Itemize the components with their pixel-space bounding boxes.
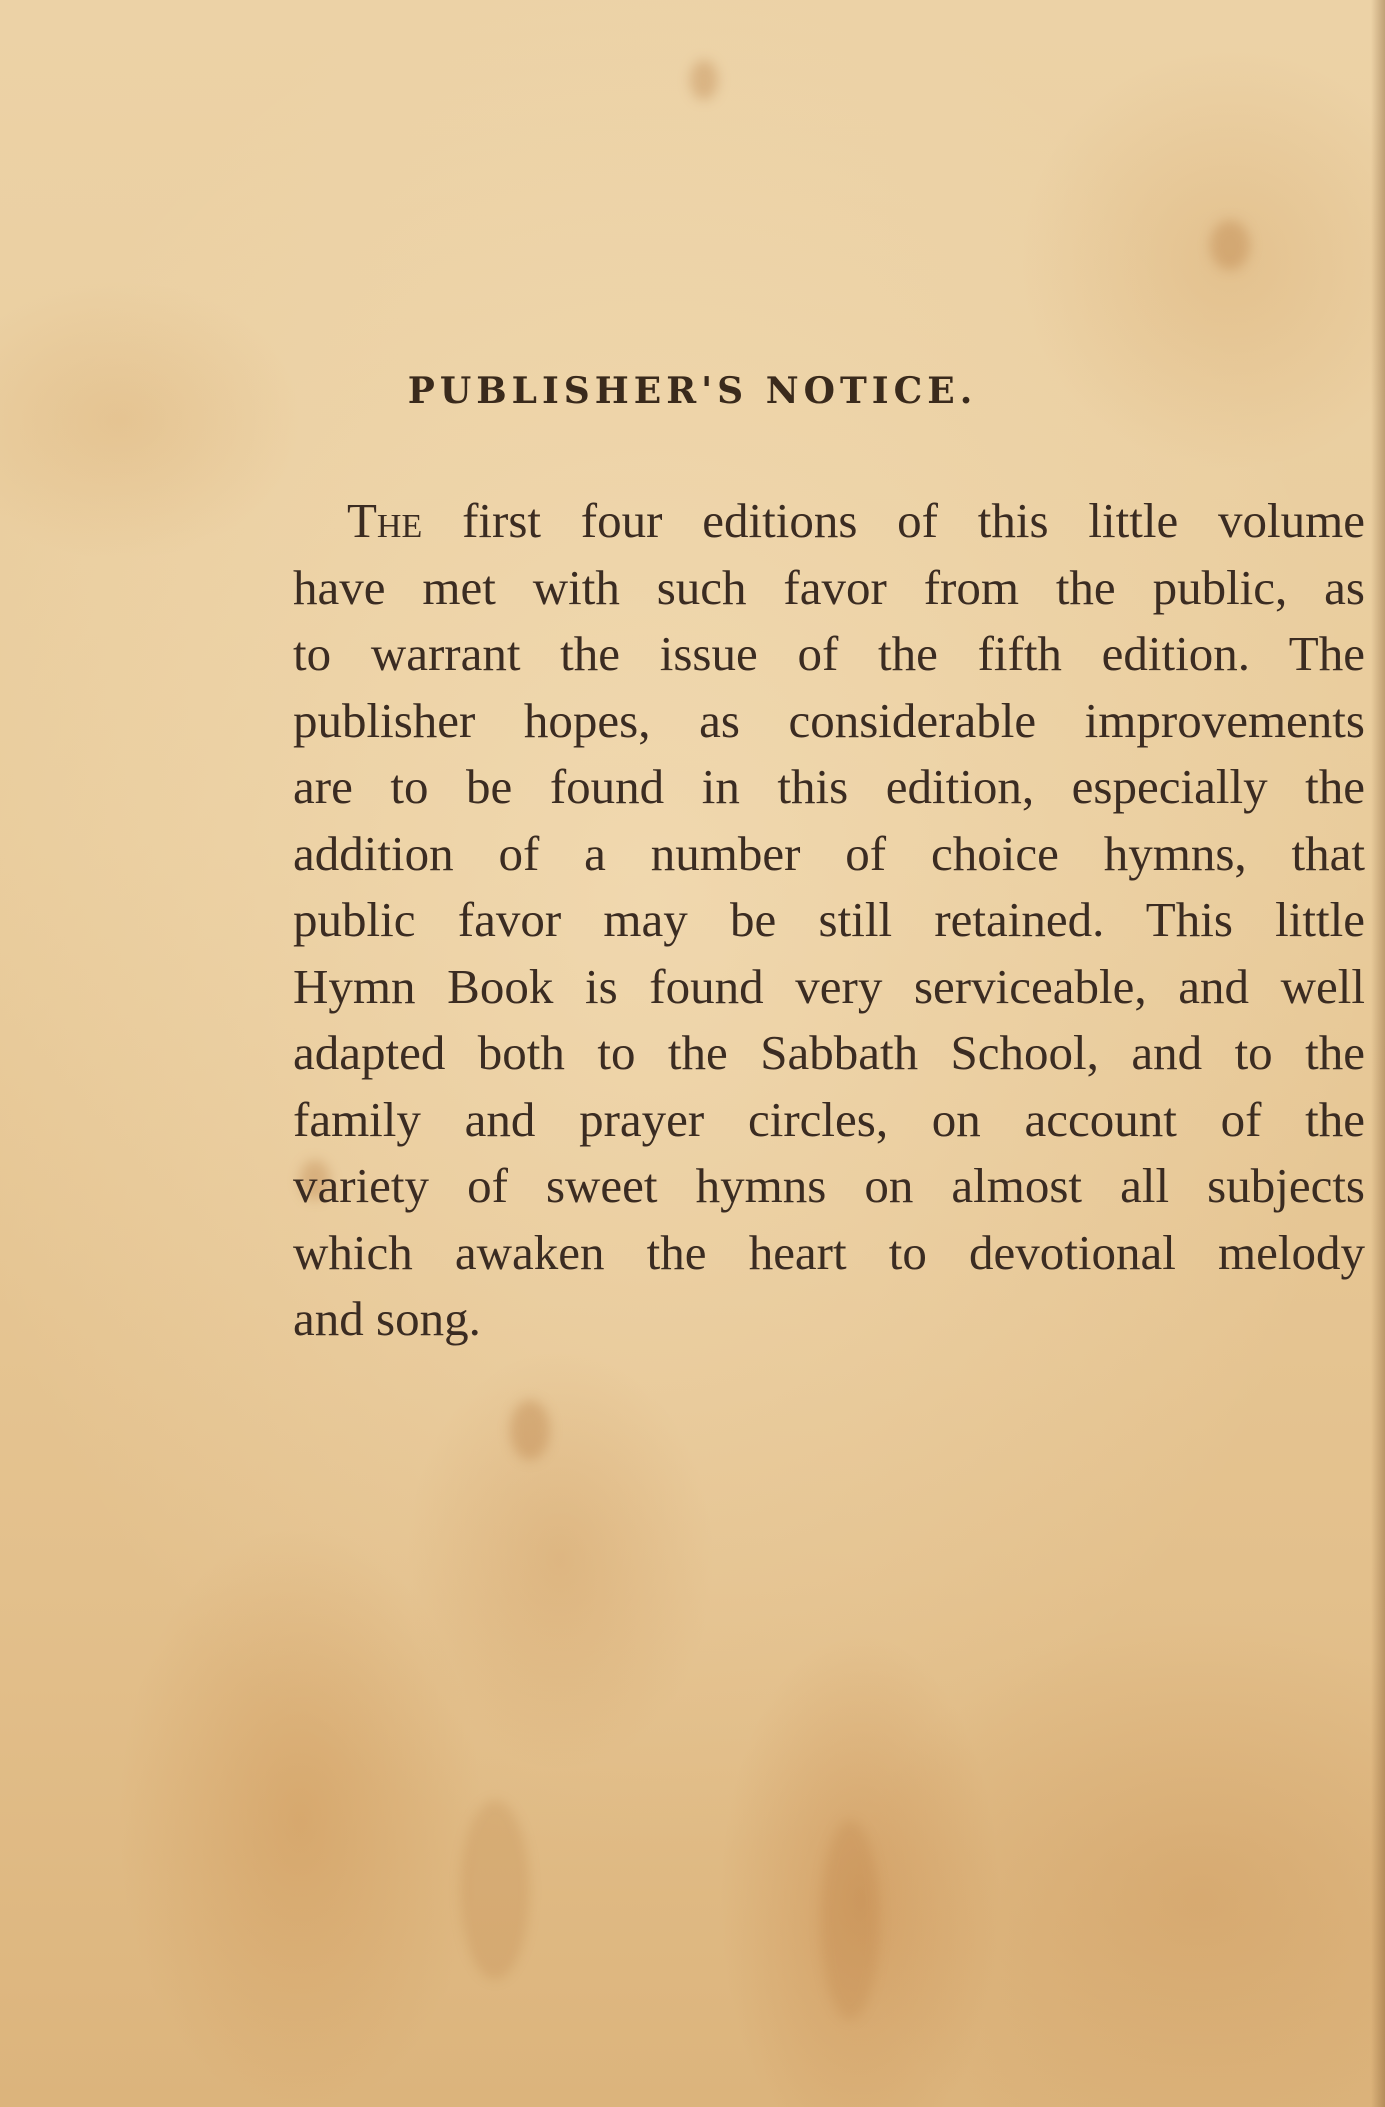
foxing-stain: [690, 60, 718, 100]
paragraph-line-13: and song.: [293, 1291, 481, 1346]
paragraph-line-12: which awaken the heart to devotional melody: [293, 1224, 1365, 1280]
foxing-stain: [1210, 220, 1250, 270]
page-title: PUBLISHER'S NOTICE.: [407, 370, 978, 412]
paragraph-line-6: addition of a number of choice hymns, that: [293, 825, 1365, 881]
paragraph-line-2: have met with such favor from the public, as: [293, 559, 1365, 615]
paragraph-line-10: family and prayer circles, on account of the: [293, 1091, 1365, 1147]
paragraph-line-3: to warrant the issue of the fifth edition. The: [293, 626, 1365, 681]
paragraph-line-4: publisher hopes, as considerable improvements: [293, 692, 1365, 748]
page-edge-shadow: [1371, 0, 1385, 2107]
paragraph-line-1: The first four editions of this little volume: [347, 493, 1365, 548]
foxing-stain: [460, 1800, 530, 1980]
drop-word: The: [347, 493, 423, 548]
paragraph-line-9: adapted both to the Sabbath School, and to the: [293, 1025, 1365, 1080]
paragraph-line-7: public favor may be still retained. This little: [293, 892, 1365, 947]
paragraph-line-5: are to be found in this edition, especially the: [293, 759, 1365, 814]
foxing-stain: [510, 1400, 550, 1460]
paragraph-line-8: Hymn Book is found very serviceable, and well: [293, 958, 1365, 1014]
paragraph-line-11: variety of sweet hymns on almost all subjects: [293, 1158, 1365, 1213]
foxing-stain: [820, 1820, 880, 2020]
notice-paragraph: [293, 488, 1365, 1353]
